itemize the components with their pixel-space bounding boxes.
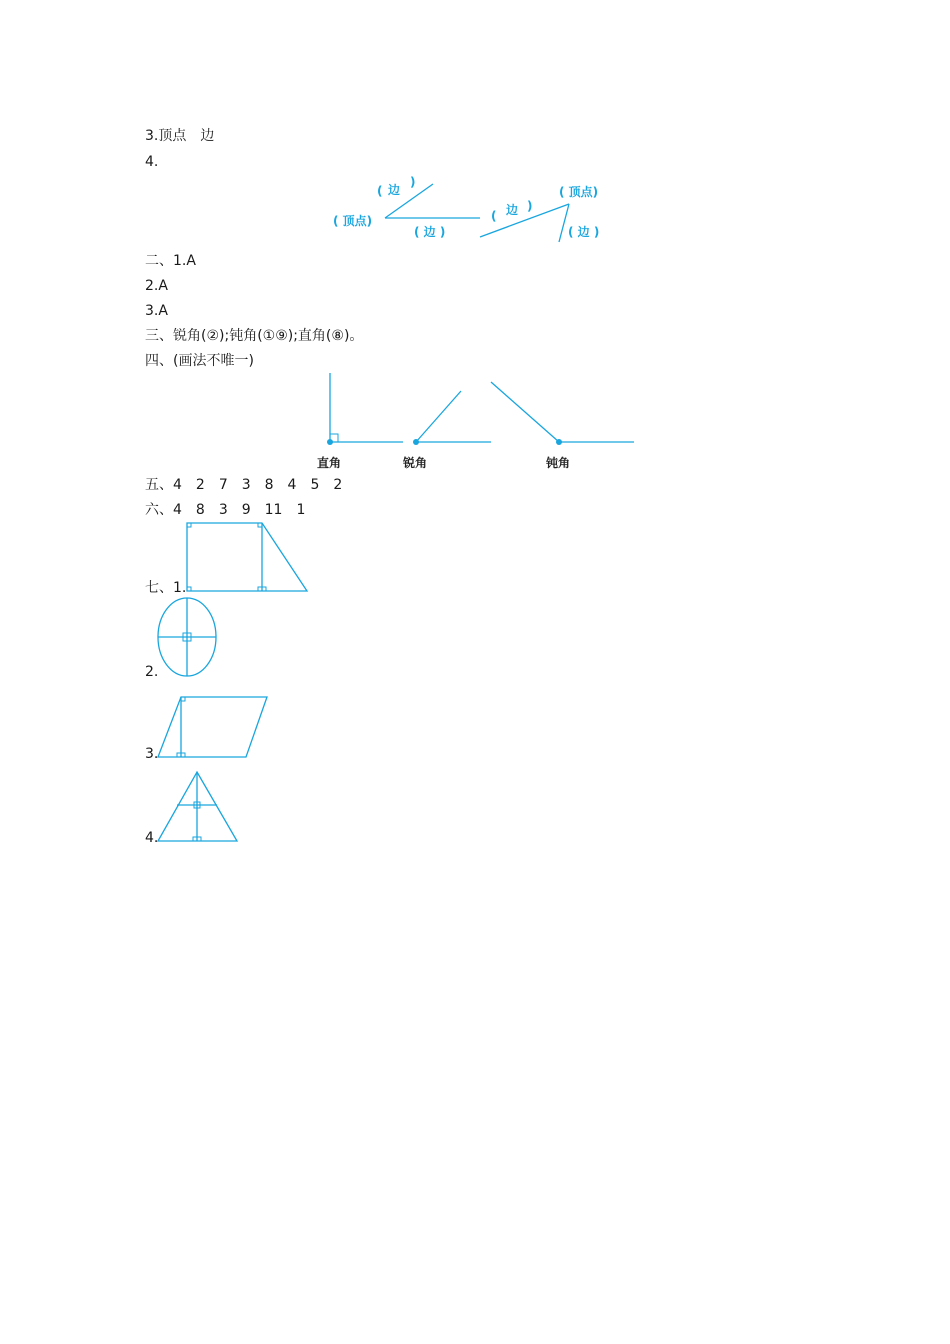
section-5-answer: 五、4 2 7 3 8 4 5 2 (145, 477, 343, 493)
section-6-answer: 六、4 8 3 9 11 1 (145, 502, 306, 518)
answer-3-vertex-side: 3.顶点 边 (145, 128, 215, 144)
caption-obtuse-angle: 钝角 (546, 456, 571, 470)
figure-7-4-triangle (150, 766, 245, 846)
section-4-heading: 四、(画法不唯一) (145, 353, 254, 369)
side-label-left-top: 边 (388, 183, 401, 197)
figure-7-2-ellipse (150, 594, 225, 682)
figure-7-1-trapezoid (180, 517, 315, 597)
section-7-q1: 七、1. (145, 580, 187, 596)
section-7-q2: 2. (145, 664, 159, 680)
caption-right-angle: 直角 (317, 456, 342, 470)
section-2-q3: 3.A (145, 303, 168, 319)
arc-paren-left-1: ( (377, 184, 383, 198)
vertex-label-left: ( 顶点) (333, 214, 373, 228)
vertex-dot-acute (413, 439, 419, 445)
side-label-right-bottom: ( 边 ) (568, 225, 600, 239)
arc-paren-right-1: ) (410, 175, 416, 189)
side-label-left-bottom: ( 边 ) (414, 225, 446, 239)
figure-7-3-parallelogram (150, 690, 275, 762)
section-7-q4: 4. (145, 830, 159, 846)
arc-paren-right-2: ) (527, 199, 533, 213)
answer-4-label: 4. (145, 154, 159, 170)
side-label-right-top: 边 (506, 203, 519, 217)
angle-parts-figure (330, 172, 630, 247)
arc-paren-left-2: ( (491, 209, 497, 223)
vertex-dot-obtuse (556, 439, 562, 445)
caption-acute-angle: 锐角 (403, 456, 428, 470)
section-2-q1: 二、1.A (145, 253, 196, 269)
section-3-answer: 三、锐角(②);钝角(①⑨);直角(⑧)。 (145, 328, 364, 344)
vertex-dot-right (327, 439, 333, 445)
section-2-q2: 2.A (145, 278, 168, 294)
section-7-q3: 3. (145, 746, 159, 762)
vertex-label-right: ( 顶点) (559, 185, 599, 199)
angle-types-figure (310, 370, 640, 475)
